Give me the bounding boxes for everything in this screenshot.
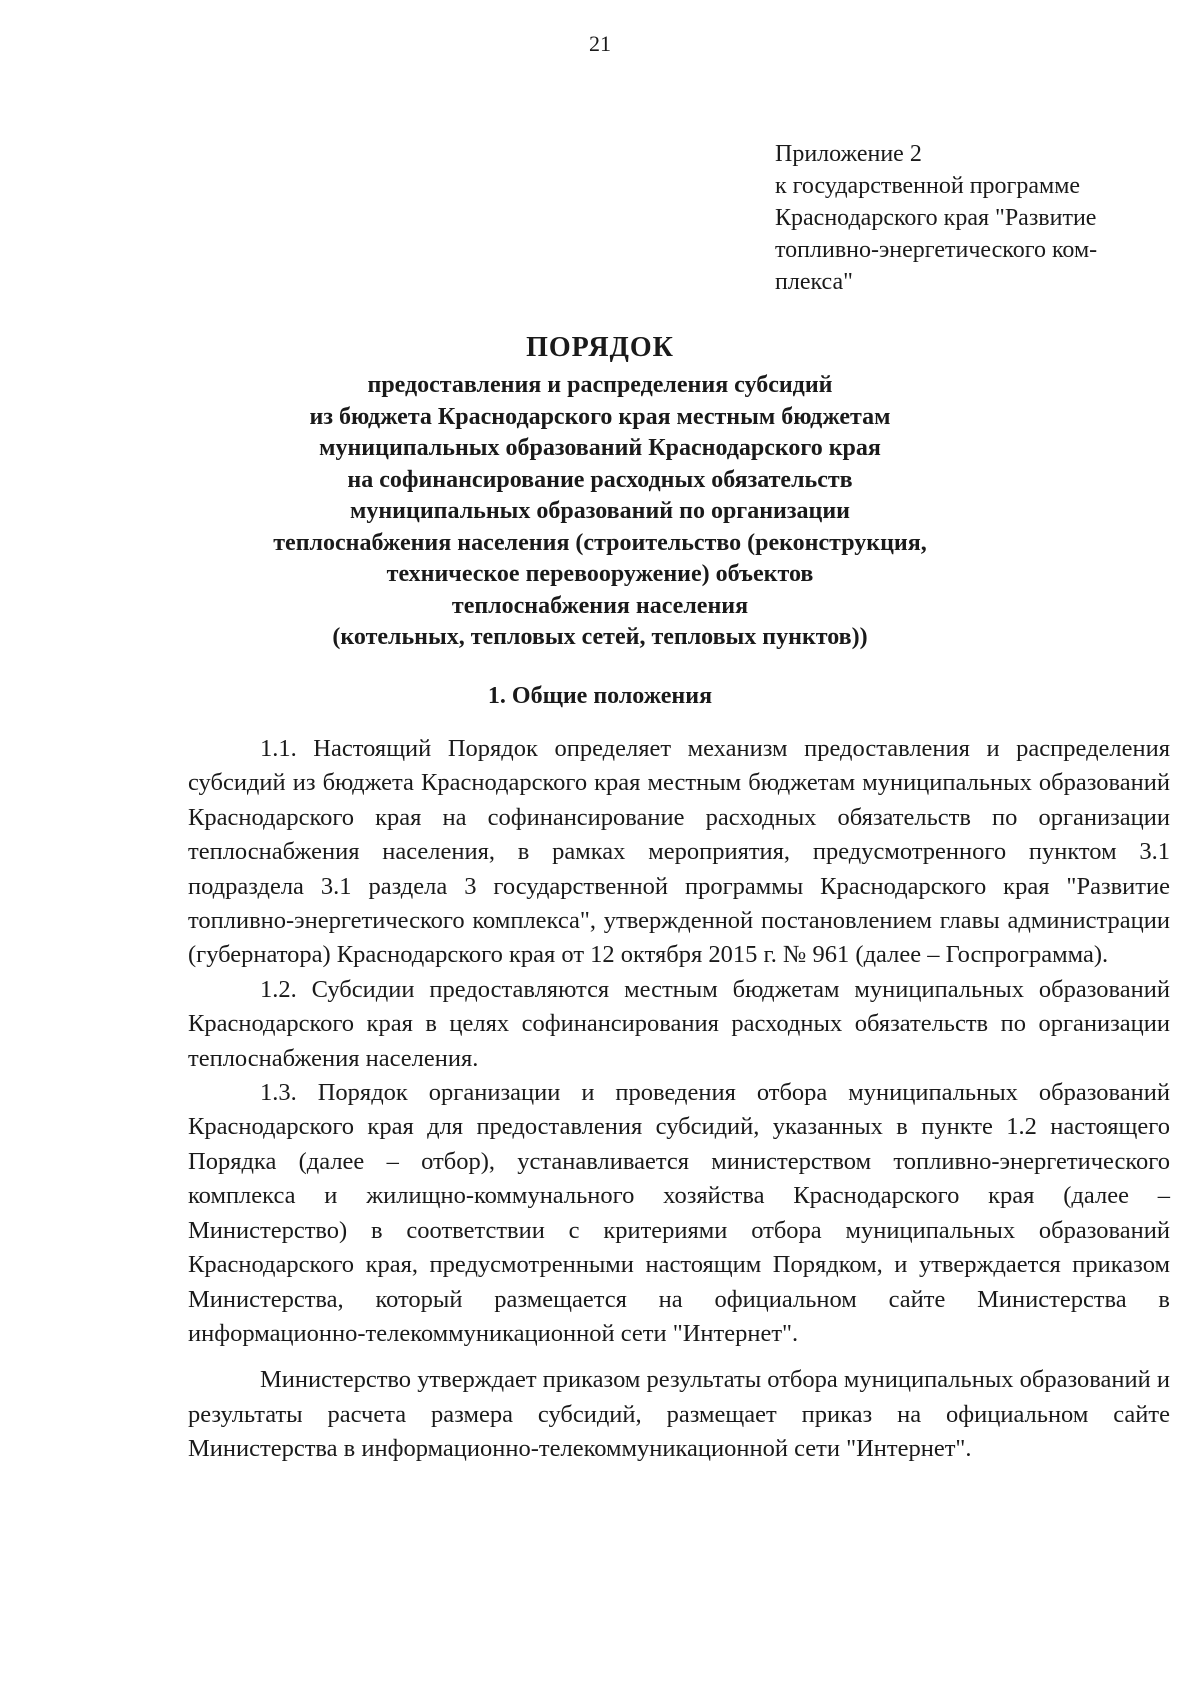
appendix-line: Приложение 2 <box>775 141 922 167</box>
section-body <box>188 732 1170 1467</box>
appendix-note <box>775 138 1175 298</box>
paragraph-1-3: 1.3. Порядок организации и проведения отбора муниципальных образований Краснодарского края для предоставления субсидий, указанных в пункте 1.2 настоящего Порядка (далее – отбор), устанавливается министерством топливно-энергетического комплекса и жилищно-коммунального хозяйства Краснодарского края (далее – Министерство) в соответствии с критериями отбора муниципальных образований Краснодарского края, предусмотренными настоящим Порядком, и утверждается приказом Министерства, который размещается на официальном сайте Министерства в информационно-телекоммуникационной сети "Интернет". <box>188 1079 1170 1347</box>
document-title <box>200 330 1000 654</box>
appendix-line: плекса" <box>775 269 853 295</box>
title-line: из бюджета Краснодарского края местным бюджетам <box>309 403 891 430</box>
title-line: муниципальных образований Краснодарского края <box>319 435 881 461</box>
title-main: ПОРЯДОК <box>526 332 674 363</box>
paragraph-ministry-results: Министерство утверждает приказом результаты отбора муниципальных образований и результаты расчета размера субсидий, размещает приказ на официальном сайте Министерства в информационно-телекоммуникационной сети "Интернет". <box>188 1366 1170 1463</box>
appendix-line: к государственной программе <box>775 173 1081 199</box>
title-line: (котельных, тепловых сетей, тепловых пунктов)) <box>332 624 868 650</box>
title-line: теплоснабжения населения <box>451 592 749 619</box>
page-number: 21 <box>589 31 611 56</box>
appendix-line: Краснодарского края "Развитие <box>775 205 1097 231</box>
title-line: теплоснабжения населения (строительство (реконструкция, <box>273 529 927 556</box>
title-line: муниципальных образований по организации <box>350 498 850 524</box>
title-line: предоставления и распределения субсидий <box>367 372 833 398</box>
appendix-line: топливно-энергетического ком- <box>775 237 1098 263</box>
section-heading: 1. Общие положения <box>487 683 713 709</box>
title-subtitle <box>200 370 1000 654</box>
title-line: на софинансирование расходных обязательств <box>347 466 853 493</box>
title-line: техническое перевооружение) объектов <box>386 561 814 587</box>
paragraph-1-1: 1.1. Настоящий Порядок определяет механизм предоставления и распределения субсидий из бюджета Краснодарского края местным бюджетам муниципальных образований Краснодарского края на софинансирование расходных обязательств по организации теплоснабжения населения, в рамках мероприятия, предусмотренного пунктом 3.1 подраздела 3.1 раздела 3 государственной программы Краснодарского края "Развитие топливно-энергетического комплекса", утвержденной постановлением главы администрации (губернатора) Краснодарского края от 12 октября 2015 г. № 961 (далее – Госпрограмма). <box>188 735 1170 969</box>
paragraph-1-2: 1.2. Субсидии предоставляются местным бюджетам муниципальных образований Краснодарского края в целях софинансирования расходных обязательств по организации теплоснабжения населения. <box>188 975 1170 1072</box>
